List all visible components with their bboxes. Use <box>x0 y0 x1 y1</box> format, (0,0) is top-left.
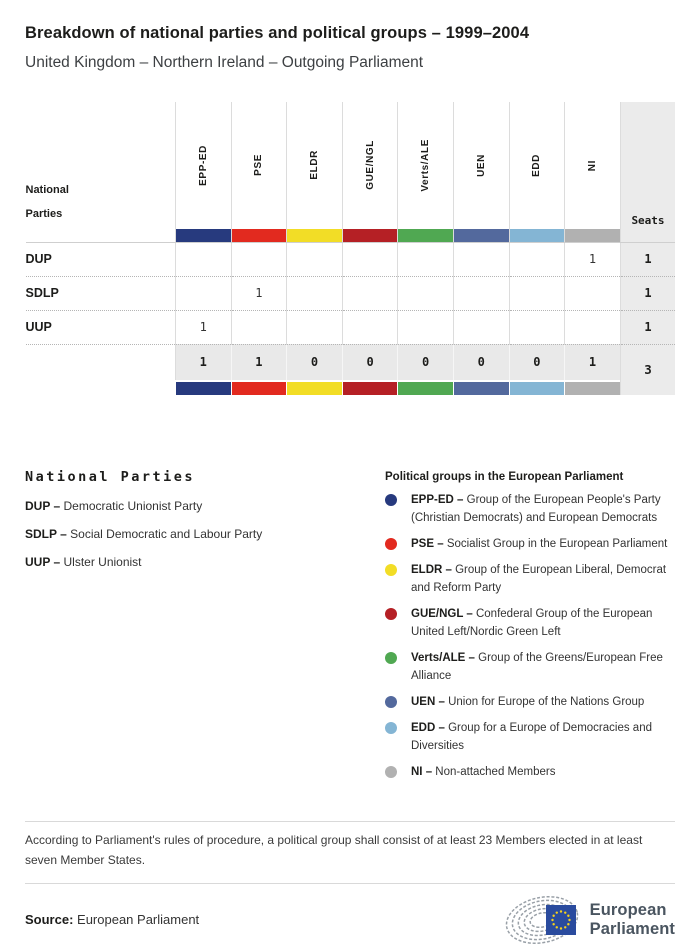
legend-item-edd: EDD – Group for a Europe of Democracies and Diversities <box>385 719 675 755</box>
row-header-line1: National <box>25 183 69 196</box>
legend-color-dot <box>385 696 397 708</box>
column-color-bar <box>232 229 287 242</box>
cell-value <box>176 276 232 310</box>
total-value: 0 <box>287 344 343 380</box>
logo-wordmark: European Parliament <box>589 901 675 938</box>
total-value: 1 <box>176 344 232 380</box>
column-header-edd <box>509 102 565 242</box>
column-color-bar <box>232 382 287 395</box>
column-header-pse <box>231 102 287 242</box>
row-header-national-parties <box>26 102 176 242</box>
page-subtitle: United Kingdom – Northern Ireland – Outgoing Parliament <box>25 54 424 71</box>
source-line <box>25 912 199 927</box>
column-color-bar <box>454 382 509 395</box>
european-parliament-logo <box>502 896 675 944</box>
legend-color-dot <box>385 652 397 664</box>
source-value: European Parliament <box>77 912 200 928</box>
cell-value <box>342 276 398 310</box>
cell-value <box>342 242 398 276</box>
legend-color-dot <box>385 722 397 734</box>
legend-item-uup: UUP – Ulster Unionist <box>25 555 142 569</box>
column-header-uen <box>453 102 509 242</box>
cell-value <box>509 242 565 276</box>
page-title: Breakdown of national parties and political groups – 1999–2004 <box>25 24 530 42</box>
cell-value <box>453 242 509 276</box>
cell-value <box>287 242 343 276</box>
column-color-bar <box>510 382 565 395</box>
total-value: 0 <box>342 344 398 380</box>
cell-value <box>453 276 509 310</box>
column-color-bar <box>565 382 620 395</box>
cell-value <box>287 276 343 310</box>
political-groups-legend <box>385 469 675 781</box>
legend-color-dot <box>385 766 397 778</box>
eu-flag-icon <box>546 905 576 935</box>
column-header-epp-ed <box>176 102 232 242</box>
column-label: EPP-ED <box>197 144 209 186</box>
table-row-sdlp <box>26 276 676 310</box>
cell-value <box>453 310 509 344</box>
table-header-row <box>26 102 676 242</box>
national-parties-legend <box>25 469 385 781</box>
legend-color-dot <box>385 564 397 576</box>
column-header-verts-ale <box>398 102 454 242</box>
legend-item-epp-ed: EPP-ED – Group of the European People's Party (Christian Democrats) and European Democrats <box>385 491 675 527</box>
column-header-seats: Seats <box>620 102 675 242</box>
legend-color-dot <box>385 538 397 550</box>
total-value: 0 <box>398 344 454 380</box>
column-color-bar <box>287 382 342 395</box>
footer <box>25 896 675 944</box>
table-bottom-bar-row <box>26 380 676 395</box>
party-name: UUP <box>26 310 176 344</box>
table-row-dup <box>26 242 676 276</box>
cell-value <box>398 276 454 310</box>
party-name: DUP <box>25 252 52 266</box>
cell-value <box>565 276 621 310</box>
cell-value <box>287 310 343 344</box>
footnote-section <box>25 821 675 884</box>
cell-value <box>342 310 398 344</box>
cell-value <box>509 310 565 344</box>
legends-section <box>25 469 675 781</box>
cell-value <box>565 310 621 344</box>
cell-value <box>176 242 232 276</box>
legend-item-pse: PSE – Socialist Group in the European Parliament <box>385 535 675 553</box>
legend-item-gue-ngl: GUE/NGL – Confederal Group of the European United Left/Nordic Green Left <box>385 605 675 641</box>
seats-value: 1 <box>620 276 675 310</box>
hemicycle-icon <box>502 896 582 944</box>
seats-breakdown-table <box>25 102 675 395</box>
party-name: SDLP <box>26 276 176 310</box>
column-label: ELDR <box>308 150 320 181</box>
cell-value: 1 <box>231 276 287 310</box>
column-color-bar <box>343 229 398 242</box>
legend-item-sdlp: SDLP – Social Democratic and Labour Party <box>25 527 263 541</box>
seats-value: 1 <box>620 310 675 344</box>
column-color-bar <box>343 382 398 395</box>
column-color-bar <box>398 382 453 395</box>
column-label: PSE <box>253 154 265 177</box>
column-label: EDD <box>531 153 543 177</box>
source-label: Source: <box>25 912 74 928</box>
column-header-gue-ngl <box>342 102 398 242</box>
footnote-text: According to Parliament's rules of procedure, a political group shall consist of at least 23 Members elected in at least seven Member States. <box>25 833 643 867</box>
seats-total-value: 3 <box>620 344 675 395</box>
column-header-ni <box>565 102 621 242</box>
legend-item-eldr: ELDR – Group of the European Liberal, Democrat and Reform Party <box>385 561 675 597</box>
cell-value: 1 <box>176 310 232 344</box>
cell-value: 1 <box>565 242 621 276</box>
column-label: NI <box>586 159 598 171</box>
table-row-uup <box>26 310 676 344</box>
total-value: 0 <box>509 344 565 380</box>
legend-item-verts-ale: Verts/ALE – Group of the Greens/European Free Alliance <box>385 649 675 685</box>
column-color-bar <box>176 229 231 242</box>
cell-value <box>398 310 454 344</box>
column-color-bar <box>176 382 231 395</box>
table-totals-row <box>26 344 676 380</box>
legend-item-uen: UEN – Union for Europe of the Nations Group <box>385 693 675 711</box>
column-color-bar <box>510 229 565 242</box>
column-label: GUE/NGL <box>364 140 376 191</box>
row-header-line2: Parties <box>25 207 63 220</box>
cell-value <box>509 276 565 310</box>
column-color-bar <box>565 229 620 242</box>
cell-value <box>231 242 287 276</box>
column-color-bar <box>287 229 342 242</box>
legend-color-dot <box>385 608 397 620</box>
cell-value <box>398 242 454 276</box>
total-value: 1 <box>565 344 621 380</box>
column-label: Verts/ALE <box>420 138 432 192</box>
column-header-eldr <box>287 102 343 242</box>
column-label: UEN <box>475 153 487 177</box>
divider-bottom <box>25 883 675 884</box>
total-value: 0 <box>453 344 509 380</box>
total-value: 1 <box>231 344 287 380</box>
legend-color-dot <box>385 494 397 506</box>
totals-row-spacer <box>26 344 176 380</box>
political-groups-legend-title: Political groups in the European Parliament <box>385 471 624 483</box>
legend-item-ni: NI – Non-attached Members <box>385 763 675 781</box>
seats-value: 1 <box>620 242 675 276</box>
cell-value <box>231 310 287 344</box>
legend-item-dup: DUP – Democratic Unionist Party <box>25 499 203 513</box>
column-color-bar <box>454 229 509 242</box>
national-parties-legend-title: National Parties <box>25 469 196 485</box>
column-color-bar <box>398 229 453 242</box>
